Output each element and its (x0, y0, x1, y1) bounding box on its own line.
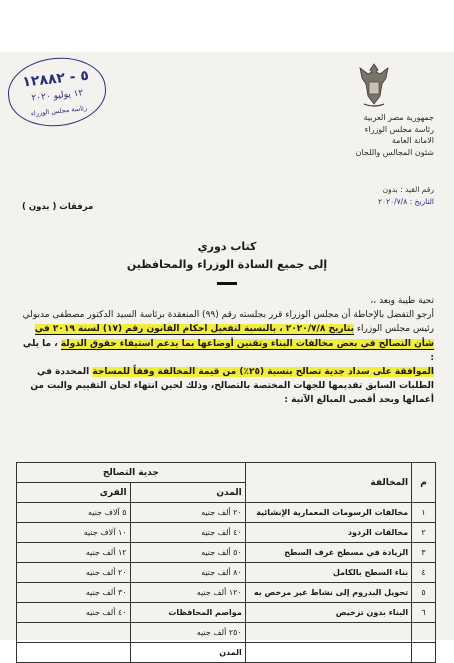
stamp-office: رئاسة مجلس الوزراء (30, 103, 88, 118)
header-villages: القرى (17, 483, 131, 503)
row-violation (245, 623, 411, 643)
table-row (17, 543, 436, 563)
row-no: ٤ (412, 563, 436, 583)
letterhead (274, 112, 434, 158)
document-subtitle: إلى جميع السادة الوزراء والمحافظين (126, 258, 328, 271)
row-city-fee: ٢٠ ألف جنيه (130, 503, 245, 523)
letterhead-line: رئاسة مجلس الوزراء (364, 124, 434, 134)
letterhead-line: جمهورية مصر العربية (363, 113, 434, 122)
table-row (17, 623, 436, 643)
header-violation: المخالفة (245, 463, 411, 503)
document-title: كتاب دوري (197, 240, 257, 253)
row-no: ٦ (412, 603, 436, 623)
row-no: ٢ (412, 523, 436, 543)
row-city-fee: ٤٠ ألف جنيه (130, 523, 245, 543)
eagle-emblem-icon (354, 60, 394, 110)
title-divider (217, 282, 237, 285)
attachments-label: مرفقات ( بدون ) (22, 202, 94, 212)
row-violation: مخالفات الرسومات المعمارية الإنشائية (245, 503, 411, 523)
row-city-fee: ١٢٠ ألف جنيه (130, 583, 245, 603)
row-city-fee: ٨٠ ألف جنيه (130, 563, 245, 583)
row-village-fee: ٤٠ ألف جنيه (17, 603, 131, 623)
fees-table (16, 462, 436, 663)
document-page (0, 52, 454, 657)
reference-date: التاريخ : ٢٠٢٠/٧/٨ (378, 197, 434, 206)
paragraph-decision (18, 308, 434, 365)
table-row (17, 603, 436, 623)
paragraph-approval (18, 365, 434, 408)
row-village-fee: ١٢ ألف جنيه (17, 543, 131, 563)
reference-number: رقم القيد : بدون (382, 185, 434, 194)
row-violation: مخالفات الردود (245, 523, 411, 543)
approval-rest: المحددة في الطلبات السابق تقديمها للجهات المختصة بالتصالح، وذلك لحين انتهاء لجان التقييم والبت من أعمالها وبحد أقصى المبالغ الآتية : (30, 367, 434, 406)
row-village-fee: ٢٠ ألف جنيه (17, 563, 131, 583)
table-row (17, 583, 436, 603)
registry-stamp (5, 53, 110, 131)
row-city-fee: ٢٥٠ ألف جنيه (130, 623, 245, 643)
decision-intro: أرجو التفضل بالإحاطة أن مجلس الوزراء قرر بجلسته رقم (٩٩) المنعقدة برئاسة السيد الدكتور مصطفى مدبولي رئيس مجلس الوزراء (22, 310, 434, 335)
reference-block (274, 184, 434, 208)
table-row (17, 523, 436, 543)
row-violation: البناء بدون ترخيص (245, 603, 411, 623)
row-city-fee: ٥٠ ألف جنيه (130, 543, 245, 563)
row-no (412, 643, 436, 663)
row-village-fee (17, 623, 131, 643)
table-row (17, 643, 436, 663)
row-violation (245, 643, 411, 663)
header-no: م (412, 463, 436, 503)
decision-end: ، ما يلي : (22, 338, 434, 363)
row-no (412, 623, 436, 643)
row-village-fee (17, 643, 131, 663)
row-violation: تحويل البدروم إلى نشاط غير مرخص به (245, 583, 411, 603)
row-village-fee: ١٠ آلاف جنيه (17, 523, 131, 543)
letterhead-line: شئون المجالس واللجان (355, 147, 434, 157)
header-cities: المدن (130, 483, 245, 503)
letter-body (18, 294, 434, 408)
approval-highlight: الموافقة على سداد جدية تصالح بنسبة (٢٥٪) من قيمة المخالفة وفقاً للمساحة (92, 367, 434, 378)
table-row (17, 563, 436, 583)
row-violation: بناء السطح بالكامل (245, 563, 411, 583)
row-violation: الزيادة في مسطح غرف السطح (245, 543, 411, 563)
row-no: ١ (412, 503, 436, 523)
table-row (17, 503, 436, 523)
greeting: تحية طيبة وبعد ،، (370, 296, 434, 306)
table-header-row (17, 463, 436, 483)
letterhead-line: الامانة العامة (391, 136, 434, 145)
row-village-fee: ٥ آلاف جنيه (17, 503, 131, 523)
row-city-fee: مواصم المحافظات (130, 603, 245, 623)
row-no: ٣ (412, 543, 436, 563)
header-group: جدية التصالح (17, 463, 246, 483)
row-village-fee: ٣٠ ألف جنيه (17, 583, 131, 603)
decision-highlight: بتاريخ ٢٠٢٠/٧/٨ ، بالنسبة لتفعيل احكام القانون رقم (١٧) لسنة ٢٠١٩ في شأن التصالح في بعض مخالفات البناء وتقنين أوضاعها بما يدعم استيفاء حقوق الدولة (34, 324, 434, 349)
row-no: ٥ (412, 583, 436, 603)
stamp-number: ٥ - ١٢٨٨٢ (21, 67, 90, 91)
stamp-date: ١٢ يوليو ٢٠٢٠ (31, 88, 84, 104)
row-city-fee: المدن (130, 643, 245, 663)
